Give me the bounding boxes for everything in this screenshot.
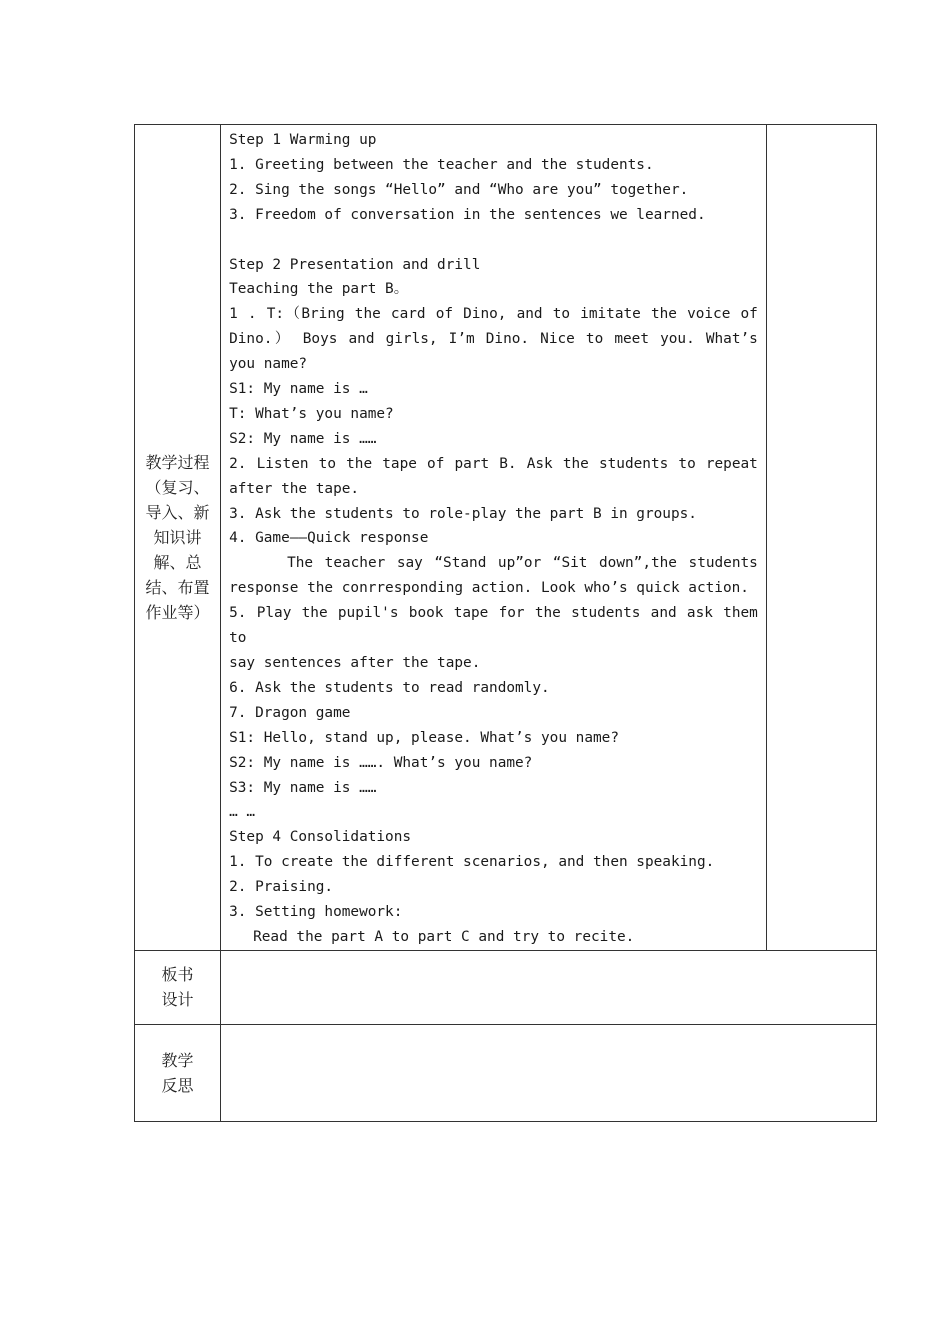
step2-item-2-line-1: 2. Listen to the tape of part B. Ask the students to repeat: [229, 455, 758, 472]
step2-item-3: 3. Ask the students to role-play the part B in groups.: [229, 505, 697, 522]
step2-item-1-line-1: 1 . T:（Bring the card of Dino, and to imitate the voice of: [229, 306, 758, 323]
homework-line: Read the part A to part C and try to recite.: [253, 928, 635, 945]
blank-line: [229, 228, 758, 253]
board-design-content-cell: [221, 950, 877, 1024]
dragon-s3: S3: My name is ……: [229, 779, 377, 796]
step2-item-5-line-2: say sentences after the tape.: [229, 655, 481, 672]
lesson-plan-table: [134, 124, 877, 1122]
step1-item-2: 2. Sing the songs “Hello” and “Who are you” together.: [229, 181, 689, 198]
teaching-reflection-label-cell: [135, 1024, 221, 1121]
dialogue-s1: S1: My name is …: [229, 381, 368, 398]
dragon-s2: S2: My name is ……. What’s you name?: [229, 754, 533, 771]
dialogue-s2: S2: My name is ……: [229, 430, 377, 447]
step2-heading: Step 2 Presentation and drill: [229, 256, 481, 273]
teaching-process-row: [135, 125, 877, 951]
teaching-process-content-cell: [221, 125, 767, 951]
step2-item-1-line-3: you name?: [229, 356, 308, 373]
step2-item-2-line-2: after the tape.: [229, 480, 360, 497]
board-design-label: 板书 设计: [161, 965, 194, 1010]
teaching-process-content: [221, 125, 766, 950]
step2-item-4: 4. Game——Quick response: [229, 530, 429, 547]
board-design-label-cell: [135, 950, 221, 1024]
teaching-process-label: 教学过程 （复习、 导入、新 知识讲 解、总 结、布置 作业等）: [145, 452, 210, 622]
teaching-reflection-content-cell: [221, 1024, 877, 1121]
ellipsis-line: … …: [229, 804, 256, 821]
step1-heading: Step 1 Warming up: [229, 132, 377, 148]
step2-item-1-line-2: Dino.） Boys and girls, I’m Dino. Nice to meet you. What’s: [229, 331, 758, 348]
teaching-process-notes-cell: [766, 125, 876, 951]
step2-item-7: 7. Dragon game: [229, 704, 351, 721]
step2-subheading: Teaching the part B。: [229, 281, 409, 298]
step2-item-6: 6. Ask the students to read randomly.: [229, 679, 550, 696]
step4-item-2: 2. Praising.: [229, 879, 334, 896]
step4-item-3: 3. Setting homework:: [229, 904, 403, 921]
lesson-plan-sheet: [134, 124, 877, 1119]
game-description-line-1: The teacher say “Stand up”or “Sit down”,the students: [287, 555, 758, 572]
teaching-process-label-cell: [135, 125, 221, 951]
board-design-row: [135, 950, 877, 1024]
step4-item-1: 1. To create the different scenarios, and then speaking.: [229, 854, 715, 871]
dragon-s1: S1: Hello, stand up, please. What’s you name?: [229, 729, 619, 746]
step4-heading: Step 4 Consolidations: [229, 829, 412, 846]
game-description-line-2: response the conrresponding action. Look who’s quick action.: [229, 580, 749, 597]
step2-item-5-line-1: 5. Play the pupil's book tape for the students and ask them to: [229, 605, 758, 647]
step1-item-1: 1. Greeting between the teacher and the students.: [229, 156, 654, 173]
teaching-reflection-row: [135, 1024, 877, 1121]
dialogue-t: T: What’s you name?: [229, 405, 394, 422]
step1-item-3: 3. Freedom of conversation in the sentences we learned.: [229, 206, 706, 223]
teaching-reflection-label: 教学 反思: [161, 1050, 194, 1095]
